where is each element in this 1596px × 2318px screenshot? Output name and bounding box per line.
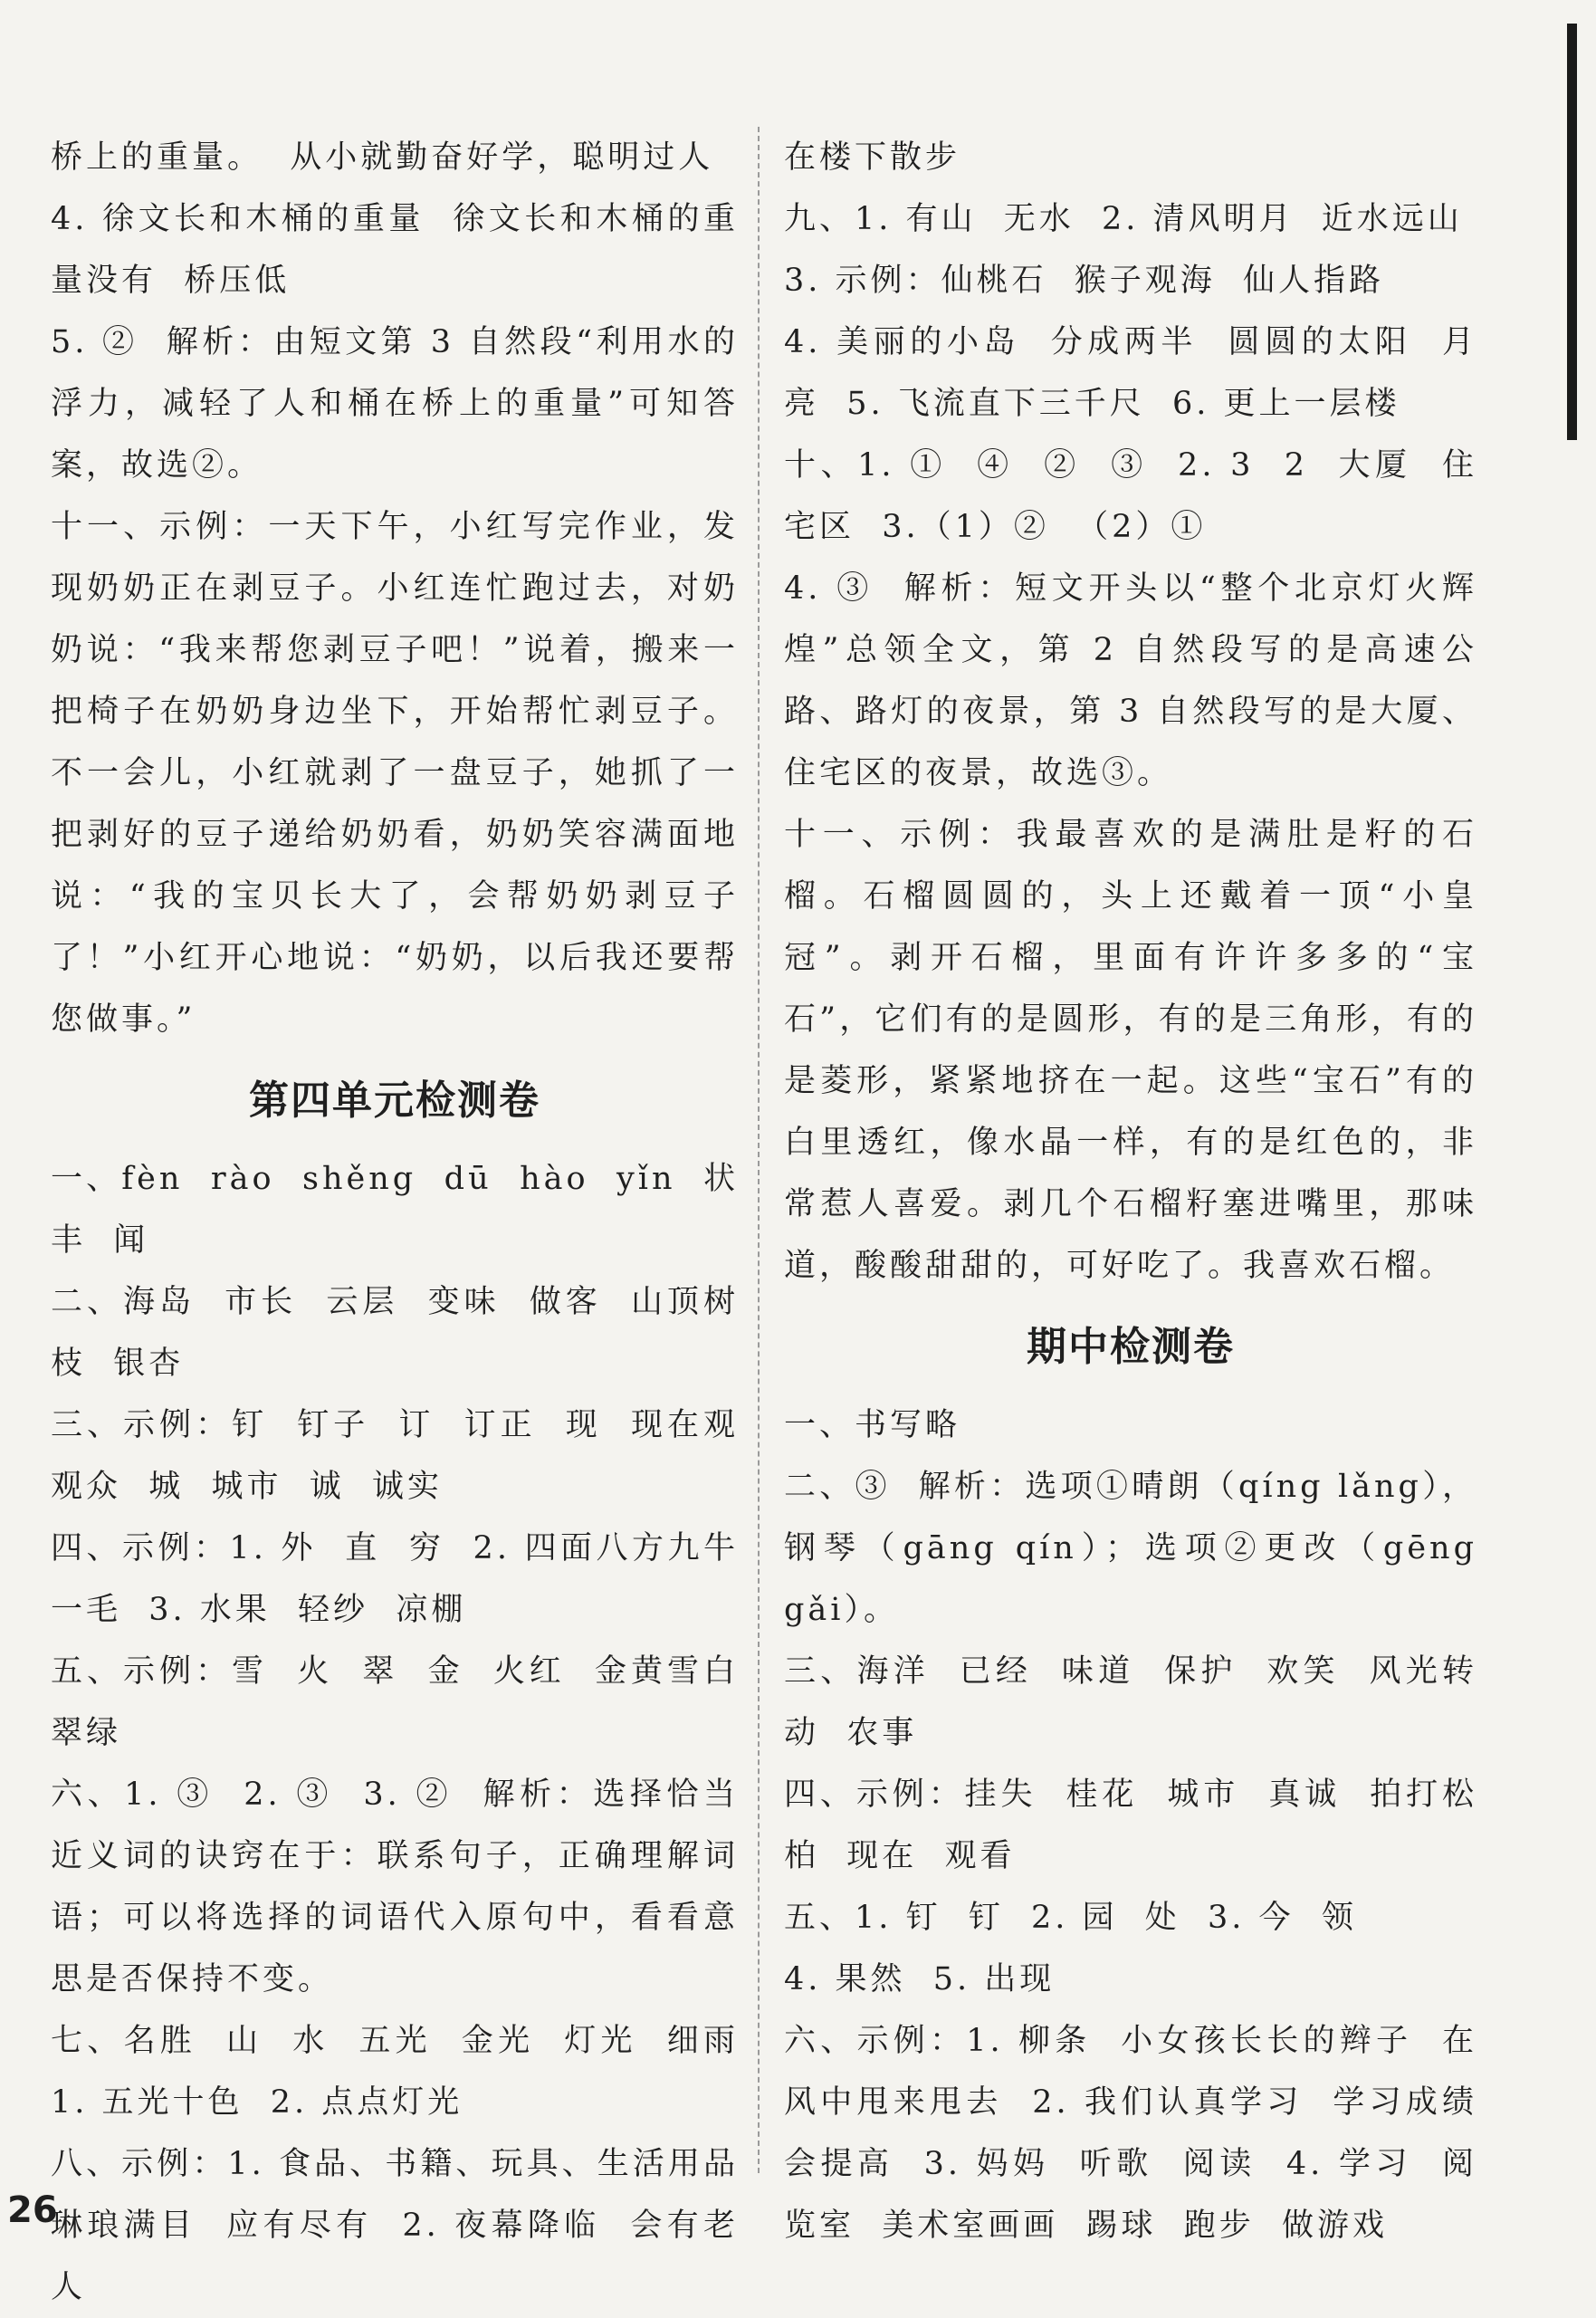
answer-item: 4. 果然 5. 出现 [784,1961,1056,1997]
answer-item: 四、示例：挂失 桂花 城市 真诚 拍打松柏 现在 观看 [784,1777,1477,1874]
answer-item: 一、fèn rào shěng dū hào yǐn 状丰 闻 [51,1161,739,1259]
column-divider [758,127,760,2173]
answer-line: 4. ③ 解析：短文开头以“整个北京灯火辉煌”总领全文，第 2 自然段写的是高速公路、路灯的夜景，第 3 自然段写的是大厦、住宅区的夜景，故选③。 [784,570,1477,791]
answer-line: 3. 示例：仙桃石 猴子观海 仙人指路 [784,263,1385,299]
answer-item: 五、示例：雪 火 翠 金 火红 金黄雪白 翠绿 [51,1653,767,1751]
answer-line: 十一、示例：我最喜欢的是满肚是籽的石榴。石榴圆圆的，头上还戴着一顶“小皇冠”。剥开石榴，里面有许许多多的“宝石”，它们有的是圆形，有的是三角形，有的是菱形，紧紧地挤在一起。这些“宝石”有的白里透红，像水晶一样，有的是红色的，非常惹人喜爱。剥几个石榴籽塞进嘴里，那味道，酸酸甜甜的，可好吃了。我喜欢石榴。 [784,817,1477,1284]
answer-item: 六、1. ③ 2. ③ 3. ② 解析：选择恰当近义词的诀窍在于：联系句子，正确理解词语；可以将选择的词语代入原句中，看看意思是否保持不变。 [51,1777,739,1997]
section-heading-midterm: 期中检测卷 [1027,1324,1235,1370]
answer-item: 五、1. 钉 钉 2. 园 处 3. 今 领 [784,1900,1357,1936]
answer-item: 三、海洋 已经 味道 保护 欢笑 风光转动 农事 [784,1653,1477,1751]
answer-item: 六、示例：1. 柳条 小女孩长长的辫子 在风中甩来甩去 2. 我们认真学习 学习成绩会提高 3. 妈妈 听歌 阅读 4. 学习 阅览室 美术室画画 踢球 跑步 做游戏 [784,2023,1477,2244]
answer-line: 桥上的重量。 从小就勤奋好学，聪明过人 [51,139,714,176]
answer-item: 三、示例：钉 钉子 订 订正 现 现在观 观众 城 城市 诚 诚实 [51,1407,767,1505]
answer-item: 八、示例：1. 食品、书籍、玩具、生活用品 琳琅满目 应有尽有 2. 夜幕降临 会有老人 [51,2146,767,2305]
answer-line: 十、1. ① ④ ② ③ 2. 3 2 大厦 住宅区 3.（1）② （2）① [784,447,1477,545]
edge-bar [1567,24,1577,440]
right-column [784,127,1492,2256]
page-number: 26 [7,2189,58,2231]
answer-item: 二、③ 解析：选项①晴朗（qíng lǎng），钢琴（gāng qín）；选项②更改（gēng gǎi）。 [784,1469,1492,1628]
answer-line: 九、1. 有山 无水 2. 清风明月 近水远山 [784,201,1463,237]
left-column [51,127,767,2318]
answer-line: 5. ② 解析：由短文第 3 自然段“利用水的浮力，减轻了人和桶在桥上的重量”可知答案，故选②。 [51,324,739,484]
answer-line: 十一、示例：一天下午，小红写完作业，发现奶奶正在剥豆子。小红连忙跑过去，对奶奶说：“我来帮您剥豆子吧！”说着，搬来一把椅子在奶奶身边坐下，开始帮忙剥豆子。不一会儿，小红就剥了一盘豆子，她抓了一把剥好的豆子递给奶奶看，奶奶笑容满面地说：“我的宝贝长大了，会帮奶奶剥豆子了！”小红开心地说：“奶奶，以后我还要帮您做事。” [51,509,739,1038]
answer-item: 七、名胜 山 水 五光 金光 灯光 细雨1. 五光十色 2. 点点灯光 [51,2023,739,2121]
answer-item: 四、示例：1. 外 直 穷 2. 四面八方九牛一毛 3. 水果 轻纱 凉棚 [51,1530,739,1628]
answer-item: 一、书写略 [784,1407,961,1443]
answer-line: 4. 美丽的小岛 分成两半 圆圆的太阳 月亮 5. 飞流直下三千尺 6. 更上一层楼 [784,324,1477,422]
answer-item: 二、海岛 市长 云层 变味 做客 山顶树枝 银杏 [51,1284,739,1382]
answer-line: 4. 徐文长和木桶的重量 徐文长和木桶的重量没有 桥压低 [51,201,739,299]
answer-line: 在楼下散步 [784,139,961,176]
section-heading-unit4: 第四单元检测卷 [249,1078,540,1124]
